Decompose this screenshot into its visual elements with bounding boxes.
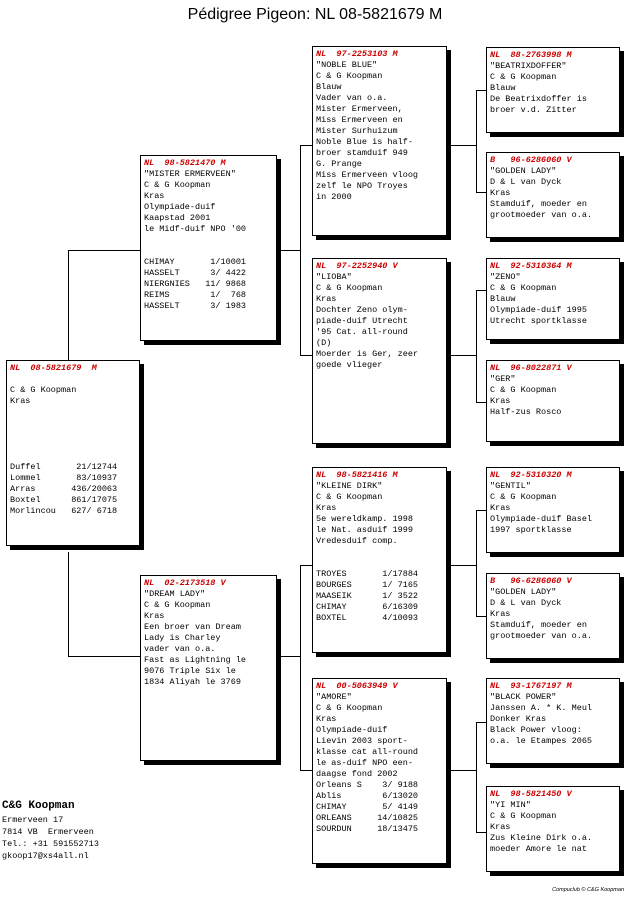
card-line: Een broer van Dream	[144, 622, 241, 632]
card-line: Noble Blue is half-	[316, 137, 413, 147]
card-line: (D)	[316, 338, 332, 348]
connector-line	[476, 290, 477, 402]
pigeon-name: "MISTER ERMERVEEN"	[144, 169, 236, 179]
card-line: Kras	[316, 714, 337, 724]
pigeon-card-ggp-4	[486, 360, 620, 442]
ring-number: NL 97-2253103 M	[316, 49, 398, 59]
connector-line	[68, 552, 69, 656]
connector-line	[300, 565, 301, 770]
owner-line: 7814 VB Ermerveen	[2, 827, 94, 837]
page-title: Pédigree Pigeon: NL 08-5821679 M	[187, 6, 443, 23]
race-result: SOURDUN 18/13475	[316, 824, 419, 834]
card-line: Zus Kleine Dirk o.a.	[490, 833, 593, 843]
pigeon-card-ggp-2	[486, 152, 620, 238]
pigeon-name: "GOLDEN LADY"	[490, 166, 557, 176]
card-line: le Midf-duif NPO '00	[144, 224, 247, 234]
card-line: Donker Kras	[490, 714, 547, 724]
ring-number: NL 08-5821679 M	[10, 363, 97, 373]
race-result: BOXTEL 4/10093	[316, 613, 419, 623]
card-line: Mister Ermerveen,	[316, 104, 403, 114]
card-line: D & L van Dyck	[490, 177, 562, 187]
card-line: zelf le NPO Troyes	[316, 181, 408, 191]
card-line: C & G Koopman	[490, 72, 557, 82]
card-line: Olympiade-duif	[316, 725, 388, 735]
card-line: C & G Koopman	[144, 180, 211, 190]
connector-line	[300, 145, 301, 355]
connector-line	[279, 656, 300, 657]
card-line: le as-duif NPO een-	[316, 758, 413, 768]
race-result: CHIMAY 6/16309	[316, 602, 419, 612]
card-line: grootmoeder van o.a.	[490, 210, 593, 220]
card-line: broer v.d. Zitter	[490, 105, 577, 115]
card-line: Olympiade-duif Basel	[490, 514, 593, 524]
ring-number: NL 97-2252940 V	[316, 261, 398, 271]
race-result: HASSELT 3/ 4422	[144, 268, 247, 278]
ring-number: B 96-6286060 V	[490, 576, 572, 586]
card-line: Kaapstad 2001	[144, 213, 211, 223]
pigeon-card-ggp-1	[486, 47, 620, 133]
ring-number: NL 98-5821416 M	[316, 470, 398, 480]
ring-number: NL 88-2763998 M	[490, 50, 572, 60]
card-line: vader van o.a.	[144, 644, 216, 654]
pigeon-card-dam	[140, 575, 277, 761]
ring-number: NL 00-5063949 V	[316, 681, 398, 691]
owner-line: Ermerveen 17	[2, 815, 64, 825]
race-result: Morlincou 627/ 6718	[10, 506, 118, 516]
pigeon-card-ggm-2	[486, 573, 620, 659]
card-line: De Beatrixdoffer is	[490, 94, 587, 104]
card-line: C & G Koopman	[316, 283, 383, 293]
pigeon-card-sire	[140, 155, 277, 341]
card-line: Kras	[144, 611, 165, 621]
pigeon-card-ggm-3	[486, 678, 620, 764]
connector-line	[476, 832, 486, 833]
race-result: Lommel 83/10937	[10, 473, 118, 483]
ring-number: NL 98-5821450 V	[490, 789, 572, 799]
pigeon-name: "AMORE"	[316, 692, 352, 702]
pigeon-card-subject	[6, 360, 140, 546]
connector-line	[476, 510, 486, 511]
card-line: G. Prange	[316, 159, 362, 169]
card-line: piade-duif Utrecht	[316, 316, 408, 326]
card-line: Blauw	[490, 294, 516, 304]
card-line: Moerder is Ger, zeer	[316, 349, 419, 359]
race-result: TROYES 1/17884	[316, 569, 419, 579]
card-line: 1834 Aliyah le 3769	[144, 677, 241, 687]
connector-line	[476, 616, 486, 617]
pigeon-card-ggp-3	[486, 258, 620, 340]
card-line: le Nat. asduif 1999	[316, 525, 413, 535]
pigeon-name: "KLEINE DIRK"	[316, 481, 383, 491]
ring-number: NL 02-2173518 V	[144, 578, 226, 588]
owner-line: Tel.: +31 591552713	[2, 839, 99, 849]
card-line: in 2000	[316, 192, 352, 202]
card-line: Kras	[10, 396, 31, 406]
card-line: Miss Ermerveen en	[316, 115, 403, 125]
connector-line	[449, 145, 476, 146]
race-result: REIMS 1/ 768	[144, 290, 247, 300]
card-line: Miss Ermerveen vloog	[316, 170, 419, 180]
card-line: C & G Koopman	[490, 283, 557, 293]
connector-line	[476, 510, 477, 616]
pigeon-name: "NOBLE BLUE"	[316, 60, 378, 70]
card-line: Blauw	[316, 82, 342, 92]
connector-line	[476, 192, 486, 193]
ring-number: B 96-6286060 V	[490, 155, 572, 165]
ring-number: NL 93-1767197 M	[490, 681, 572, 691]
connector-line	[279, 250, 300, 251]
connector-line	[449, 770, 476, 771]
card-line: Mister Surhuizum	[316, 126, 398, 136]
card-line: Blauw	[490, 83, 516, 93]
card-line: Kras	[490, 822, 511, 832]
card-line: Utrecht sportklasse	[490, 316, 587, 326]
race-result: NIERGNIES 11/ 9868	[144, 279, 247, 289]
race-result: HASSELT 3/ 1983	[144, 301, 247, 311]
race-result: Orleans S 3/ 9188	[316, 780, 419, 790]
card-line: C & G Koopman	[490, 492, 557, 502]
card-line: 1997 sportklasse	[490, 525, 572, 535]
card-line: Kras	[490, 609, 511, 619]
pigeon-name: "GOLDEN LADY"	[490, 587, 557, 597]
race-result: Ablis 6/13020	[316, 791, 419, 801]
ring-number: NL 98-5821470 M	[144, 158, 226, 168]
card-line: Fast as Lightning le	[144, 655, 247, 665]
card-line: Vader van o.a.	[316, 93, 388, 103]
owner-email: gkoop17@xs4all.nl	[2, 851, 89, 861]
race-result: CHIMAY 5/ 4149	[316, 802, 419, 812]
card-line: Kras	[316, 294, 337, 304]
pigeon-card-ggm-1	[486, 467, 620, 553]
pigeon-card-grandsire-maternal	[312, 467, 447, 653]
card-line: Lady is Charley	[144, 633, 221, 643]
card-line: C & G Koopman	[316, 703, 383, 713]
card-line: Half-zus Rosco	[490, 407, 562, 417]
connector-line	[449, 355, 476, 356]
owner-info	[2, 798, 99, 862]
connector-line	[476, 290, 486, 291]
pigeon-card-grandsire-paternal	[312, 46, 447, 236]
card-line: Vredesduif comp.	[316, 536, 398, 546]
race-result: Arras 436/20063	[10, 484, 118, 494]
connector-line	[476, 90, 486, 91]
card-line: Olympiade-duif	[144, 202, 216, 212]
ring-number: NL 92-5310364 M	[490, 261, 572, 271]
card-line: Kras	[316, 503, 337, 513]
ring-number: NL 92-5310320 M	[490, 470, 572, 480]
connector-line	[476, 722, 477, 832]
card-line	[10, 374, 136, 385]
card-line: Kras	[144, 191, 165, 201]
card-line: C & G Koopman	[144, 600, 211, 610]
card-line: broer stamduif 949	[316, 148, 408, 158]
race-result: Boxtel 861/17075	[10, 495, 118, 505]
pigeon-name: "BEATRIXDOFFER"	[490, 61, 567, 71]
card-line: Stamduif, moeder en	[490, 620, 587, 630]
card-line: D & L van Dyck	[490, 598, 562, 608]
card-line: C & G Koopman	[490, 811, 557, 821]
pigeon-name: "DREAM LADY"	[144, 589, 206, 599]
card-line: 5e wereldkamp. 1998	[316, 514, 413, 524]
pigeon-name: "YI MIN"	[490, 800, 531, 810]
card-line: daagse fond 2002	[316, 769, 398, 779]
pigeon-card-granddam-paternal	[312, 258, 447, 444]
connector-line	[68, 250, 69, 362]
card-line: C & G Koopman	[10, 385, 77, 395]
race-result: Duffel 21/12744	[10, 462, 118, 472]
card-line: Janssen A. * K. Meul	[490, 703, 593, 713]
card-line: o.a. le Etampes 2065	[490, 736, 593, 746]
race-result: MAASEIK 1/ 3522	[316, 591, 419, 601]
connector-line	[476, 402, 486, 403]
ring-number: NL 96-8022871 V	[490, 363, 572, 373]
pigeon-name: "BLACK POWER"	[490, 692, 557, 702]
pigeon-card-granddam-maternal	[312, 678, 447, 864]
card-line: Kras	[490, 396, 511, 406]
card-line: C & G Koopman	[316, 71, 383, 81]
card-line: C & G Koopman	[490, 385, 557, 395]
connector-line	[449, 565, 476, 566]
connector-line	[68, 656, 142, 657]
race-result: CHIMAY 1/10001	[144, 257, 247, 267]
pigeon-name: "ZENO"	[490, 272, 521, 282]
card-line: goede vlieger	[316, 360, 383, 370]
footer-credit: Compuclub © C&G Koopman	[552, 887, 624, 893]
connector-line	[476, 90, 477, 192]
card-line: Black Power vloog:	[490, 725, 582, 735]
card-line: moeder Amore le nat	[490, 844, 587, 854]
card-line: Kras	[490, 503, 511, 513]
card-line: 9076 Triple Six le	[144, 666, 236, 676]
pigeon-name: "GER"	[490, 374, 516, 384]
card-line: klasse cat all-round	[316, 747, 419, 757]
card-line: C & G Koopman	[316, 492, 383, 502]
pigeon-name: "LIOBA"	[316, 272, 352, 282]
card-line: grootmoeder van o.a.	[490, 631, 593, 641]
race-result: BOURGES 1/ 7165	[316, 580, 419, 590]
connector-line	[68, 250, 142, 251]
race-result: ORLEANS 14/10825	[316, 813, 419, 823]
pigeon-name: "GENTIL"	[490, 481, 531, 491]
card-line: Lievin 2003 sport-	[316, 736, 408, 746]
card-line: Kras	[490, 188, 511, 198]
card-line: Olympiade-duif 1995	[490, 305, 587, 315]
card-line: Dochter Zeno olym-	[316, 305, 408, 315]
card-line: Stamduif, moeder en	[490, 199, 587, 209]
owner-name: C&G Koopman	[2, 800, 75, 812]
pigeon-card-ggm-4	[486, 786, 620, 872]
card-line: '95 Cat. all-round	[316, 327, 408, 337]
connector-line	[476, 722, 486, 723]
